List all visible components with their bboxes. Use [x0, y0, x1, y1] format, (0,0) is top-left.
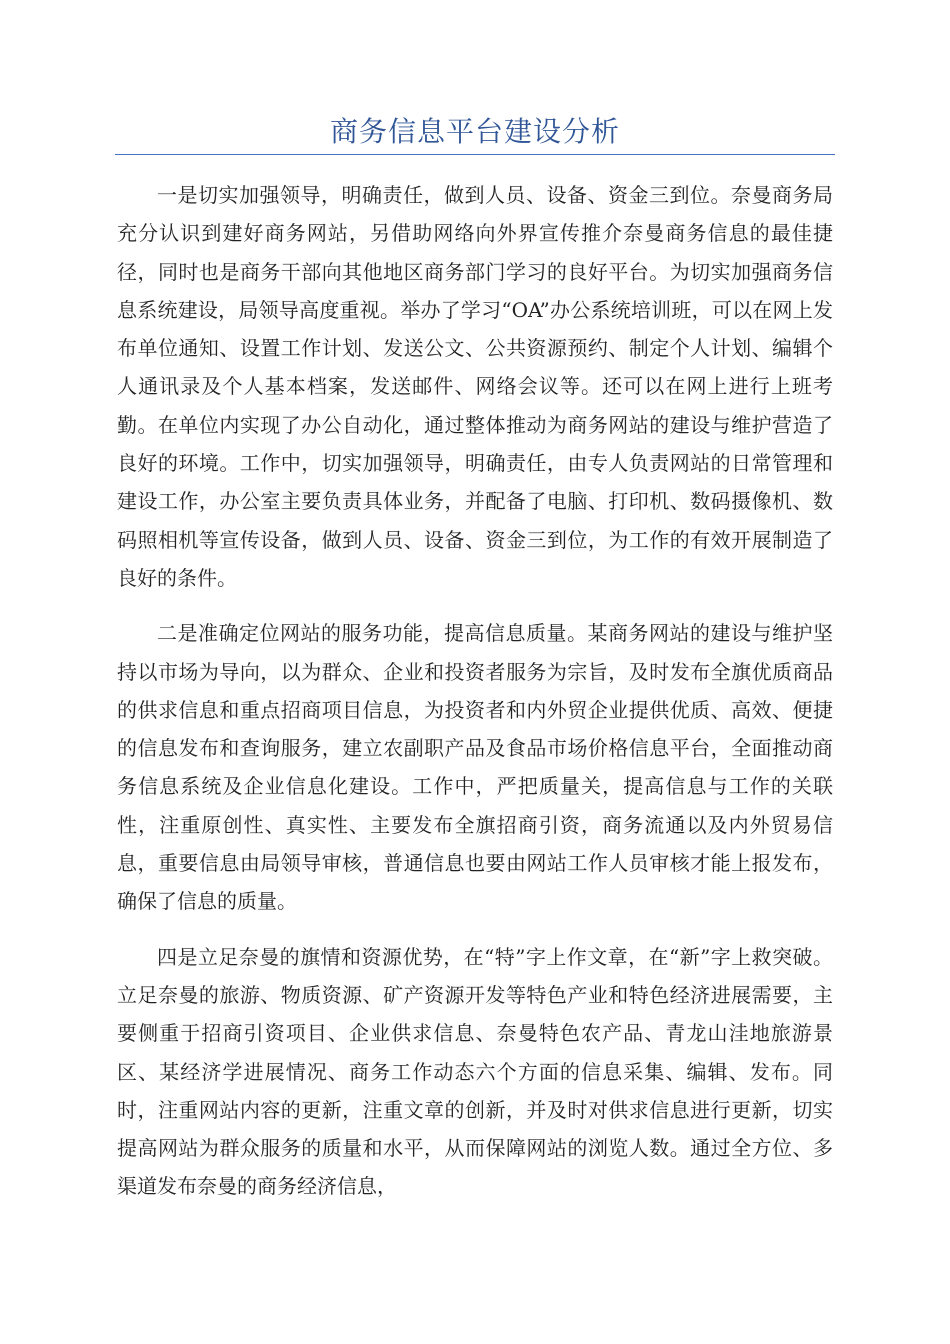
paragraph-3: 四是立足奈曼的旗情和资源优势，在“特”字上作文章，在“新”字上救突破。立足奈曼的旅游、物质资源、矿产资源开发等特色产业和特色经济进展需要，主要侧重于招商引资项目、企业供求信息、奈曼特色农产品、青龙山洼地旅游景区、某经济学进展情况、商务工作动态六个方面的信息采集、编辑、发布。同时，注重网站内容的更新，注重文章的创新，并及时对供求信息进行更新，切实提高网站为群众服务的质量和水平，从而保障网站的浏览人数。通过全方位、多渠道发布奈曼的商务经济信息，: [117, 944, 833, 1199]
paragraph-2: 二是准确定位网站的服务功能，提高信息质量。某商务网站的建设与维护坚持以市场为导向，以为群众、企业和投资者服务为宗旨，及时发布全旗优质商品的供求信息和重点招商项目信息，为投资者和内外贸企业提供优质、高效、便捷的信息发布和查询服务，建立农副职产品及食品市场价格信息平台，全面推动商务信息系统及企业信息化建设。工作中，严把质量关，提高信息与工作的关联性，注重原创性、真实性、主要发布全旗招商引资，商务流通以及内外贸易信息，重要信息由局领导审核，普通信息也要由网站工作人员审核才能上报发布，确保了信息的质量。: [117, 621, 833, 914]
document-title: 商务信息平台建设分析: [329, 115, 620, 148]
title-underline: [115, 154, 835, 155]
document-body: [117, 176, 833, 1223]
paragraph-1: 一是切实加强领导，明确责任，做到人员、设备、资金三到位。奈曼商务局充分认识到建好商务网站，另借助网络向外界宣传推介奈曼商务信息的最佳捷径，同时也是商务干部向其他地区商务部门学习的良好平台。为切实加强商务信息系统建设，局领导高度重视。举办了学习“OA”办公系统培训班，可以在网上发布单位通知、设置工作计划、发送公文、公共资源预约、制定个人计划、编辑个人通讯录及个人基本档案，发送邮件、网络会议等。还可以在网上进行上班考勤。在单位内实现了办公自动化，通过整体推动为商务网站的建设与维护营造了良好的环境。工作中，切实加强领导，明确责任，由专人负责网站的日常管理和建设工作，办公室主要负责具体业务，并配备了电脑、打印机、数码摄像机、数码照相机等宣传设备，做到人员、设备、资金三到位，为工作的有效开展制造了良好的条件。: [117, 183, 833, 590]
